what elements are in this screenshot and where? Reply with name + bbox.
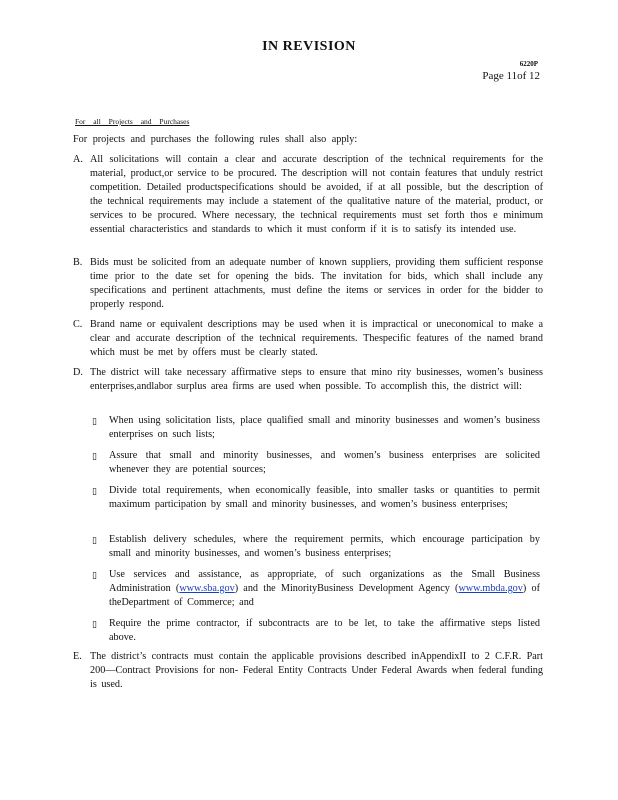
list-item [92,617,540,645]
list-item [92,484,540,512]
bullet-icon: ▯ [92,451,97,461]
list-item [92,533,540,561]
document-title: IN REVISION [262,39,356,54]
list-item-text-post: ) of theDepartment of Commerce; and [109,582,540,608]
bullet-icon: ▯ [92,535,97,545]
bullet-icon: ▯ [92,619,97,629]
list-item-text: When using solicitation lists, place qualified small and minority businesses and women’s business enterprises on such lists; [109,415,540,440]
paragraph-label: D. [73,367,83,378]
paragraph-label: A. [73,154,83,165]
paragraph-a [73,153,543,236]
list-item-text-pre: Use services and assistance, as appropriate, of such organizations as the Small Business Administration ( [109,569,540,594]
paragraph-text: The district’s contracts must contain the applicable provisions described inAppendixII to 2 C.F.R. Part 200—Contract Provisions for non- Federal Entity Contracts Under Federal Awards when federal funding is used. [90,651,543,690]
paragraph-text: Bids must be solicited from an adequate number of known suppliers, providing them sufficient response time prior to the date set for opening the bids. The invitation for bids, which shall include any specifications and pertinent attachments, must define the items or services in order for the bidder to properly respond. [90,257,543,310]
list-item [92,568,540,610]
list-item [92,449,540,477]
sba-link[interactable]: www.sba.gov [179,582,235,594]
bullet-icon: ▯ [92,416,97,426]
bullet-icon: ▯ [92,486,97,496]
list-item-text-mid: ) and the MinorityBusiness Development Agency ( [234,582,459,594]
paragraph-label: C. [73,319,83,330]
paragraph-e [73,650,543,692]
bullet-icon: ▯ [92,570,97,580]
list-item-text [109,568,540,610]
list-item [92,414,540,442]
list-item-text: Divide total requirements, when economically feasible, into smaller tasks or quantities to permit maximum participation by small and minority businesses, and women’s business enterprises; [109,485,540,510]
section-heading: For all Projects and Purchases [75,117,190,126]
paragraph-text: Brand name or equivalent descriptions may be used when it is impractical or uneconomical to make a clear and accurate description of the technical requirements. Thespecific features of the named brand which must be met by offers must be clearly stated. [90,319,543,358]
paragraph-text: The district will take necessary affirmative steps to ensure that mino rity businesses, women’s business enterprises,andlabor surplus area firms are used when possible. To accomplish this, the district will: [90,367,543,392]
paragraph-b [73,256,543,312]
paragraph-d [73,366,543,394]
policy-number: 6220P [519,60,538,68]
paragraph-label: B. [73,257,83,268]
mbda-link[interactable]: www.mbda.gov [458,582,523,594]
section-intro: For projects and purchases the following rules shall also apply: [73,134,358,145]
paragraph-label: E. [73,651,82,662]
list-item-text: Assure that small and minority businesses, and women’s business enterprises are solicited whenever they are potential sources; [109,450,540,475]
page-number: Page 11of 12 [482,70,540,82]
paragraph-text: All solicitations will contain a clear and accurate description of the technical requirements for the material, product,or service to be procured. The description will not contain features that unduly restrict competition. Detailed productspecifications should be avoided, if at all possible, but the description of the technical requirements may include a statement of the qualitative nature of the material, product, or services to be procured. Where necessary, the technical requirements must set forth thos e minimum essential characteristics and standards to which it must conform if it is to satisfy its intended use. [90,154,543,235]
paragraph-c [73,318,543,360]
list-item-text: Establish delivery schedules, where the requirement permits, which encourage participation by small and minority businesses, and women’s business enterprises; [109,534,540,559]
list-item-text: Require the prime contractor, if subcontracts are to be let, to take the affirmative steps listed above. [109,618,540,643]
